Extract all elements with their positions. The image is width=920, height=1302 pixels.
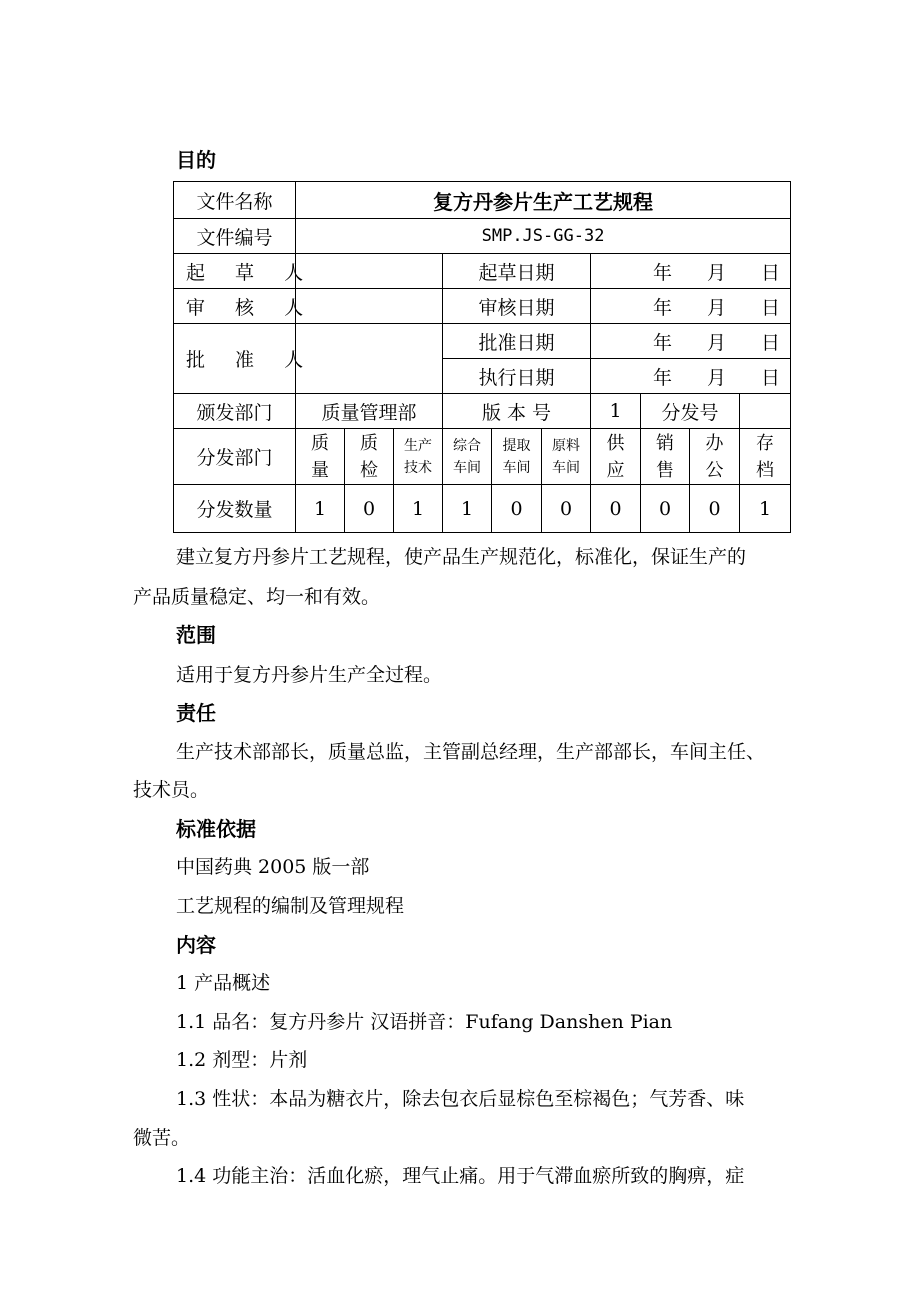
dept-supply: 供 应 xyxy=(591,429,641,485)
month-label: 月 xyxy=(707,296,727,319)
qty-cell: 1 xyxy=(740,485,791,533)
dept-quality: 质 量 xyxy=(296,429,345,485)
dist-no-value xyxy=(740,394,791,429)
approve-date-label: 批准日期 xyxy=(443,324,591,359)
year-label: 年 xyxy=(653,331,673,354)
day-label: 日 xyxy=(761,296,781,319)
heading-scope: 范围 xyxy=(176,623,216,647)
heading-purpose: 目的 xyxy=(176,148,216,172)
day-label: 日 xyxy=(761,366,781,389)
doc-no-label: 文件编号 xyxy=(174,219,296,254)
scope-text: 适用于复方丹参片生产全过程。 xyxy=(176,664,443,686)
standard-item-2: 工艺规程的编制及管理规程 xyxy=(176,895,405,917)
doc-no-value: SMP.JS-GG-32 xyxy=(296,219,791,254)
purpose-text-line2: 产品质量稳定、均一和有效。 xyxy=(133,586,381,608)
draft-date-value xyxy=(591,254,791,289)
document-info-table xyxy=(173,181,791,533)
issue-dept-value: 质量管理部 xyxy=(296,394,443,429)
responsibility-text-line2: 技术员。 xyxy=(133,779,210,801)
qty-cell: 0 xyxy=(542,485,591,533)
draft-date-label: 起草日期 xyxy=(443,254,591,289)
version-value: 1 xyxy=(591,394,641,429)
approve-date-value xyxy=(591,324,791,359)
month-label: 月 xyxy=(707,261,727,284)
dept-archive: 存 档 xyxy=(740,429,791,485)
review-date-label: 审核日期 xyxy=(443,289,591,324)
exec-date-label: 执行日期 xyxy=(443,359,591,394)
exec-date-value xyxy=(591,359,791,394)
month-label: 月 xyxy=(707,366,727,389)
drafter-label: 起 草 人 xyxy=(174,254,296,289)
dist-no-label: 分发号 xyxy=(641,394,740,429)
qty-cell: 0 xyxy=(641,485,690,533)
qty-cell: 1 xyxy=(296,485,345,533)
content-item-1-3-line1: 1.3 性状：本品为糖衣片，除去包衣后显棕色至棕褐色；气芳香、味 xyxy=(176,1088,745,1110)
day-label: 日 xyxy=(761,261,781,284)
month-label: 月 xyxy=(707,331,727,354)
approver-label: 批 准 人 xyxy=(174,324,296,394)
content-item-1-3-line2: 微苦。 xyxy=(133,1127,191,1149)
review-date-value xyxy=(591,289,791,324)
dept-office: 办 公 xyxy=(690,429,740,485)
qty-cell: 1 xyxy=(394,485,443,533)
qty-cell: 0 xyxy=(492,485,542,533)
dept-extraction-workshop: 提取 车间 xyxy=(492,429,542,485)
content-section-1: 1 产品概述 xyxy=(176,972,271,994)
dist-dept-label: 分发部门 xyxy=(174,429,296,485)
purpose-text-line1: 建立复方丹参片工艺规程，使产品生产规范化，标准化，保证生产的 xyxy=(176,546,747,568)
dept-general-workshop: 综合 车间 xyxy=(443,429,492,485)
issue-dept-label: 颁发部门 xyxy=(174,394,296,429)
qty-cell: 0 xyxy=(591,485,641,533)
standard-item-1: 中国药典 2005 版一部 xyxy=(176,856,370,878)
reviewer-label: 审 核 人 xyxy=(174,289,296,324)
qty-cell: 0 xyxy=(690,485,740,533)
heading-content: 内容 xyxy=(176,933,216,957)
qty-cell: 1 xyxy=(443,485,492,533)
dept-sales: 销 售 xyxy=(641,429,690,485)
approver-value xyxy=(296,324,443,394)
heading-responsibility: 责任 xyxy=(176,701,216,725)
doc-name-value: 复方丹参片生产工艺规程 xyxy=(296,182,791,219)
version-label: 版 本 号 xyxy=(443,394,591,429)
reviewer-value xyxy=(296,289,443,324)
dept-production-tech: 生产 技术 xyxy=(394,429,443,485)
responsibility-text-line1: 生产技术部部长，质量总监，主管副总经理，生产部部长，车间主任、 xyxy=(176,741,766,763)
dist-qty-label: 分发数量 xyxy=(174,485,296,533)
content-item-1-2: 1.2 剂型：片剂 xyxy=(176,1049,308,1071)
qty-cell: 0 xyxy=(345,485,394,533)
day-label: 日 xyxy=(761,331,781,354)
content-item-1-1: 1.1 品名：复方丹参片 汉语拼音：Fufang Danshen Pian xyxy=(176,1011,673,1033)
dept-material-workshop: 原料 车间 xyxy=(542,429,591,485)
year-label: 年 xyxy=(653,366,673,389)
doc-name-label: 文件名称 xyxy=(174,182,296,219)
year-label: 年 xyxy=(653,296,673,319)
heading-standard: 标准依据 xyxy=(176,817,256,841)
year-label: 年 xyxy=(653,261,673,284)
content-item-1-4-line1: 1.4 功能主治：活血化瘀，理气止痛。用于气滞血瘀所致的胸痹，症 xyxy=(176,1165,745,1187)
dept-qc: 质 检 xyxy=(345,429,394,485)
drafter-value xyxy=(296,254,443,289)
